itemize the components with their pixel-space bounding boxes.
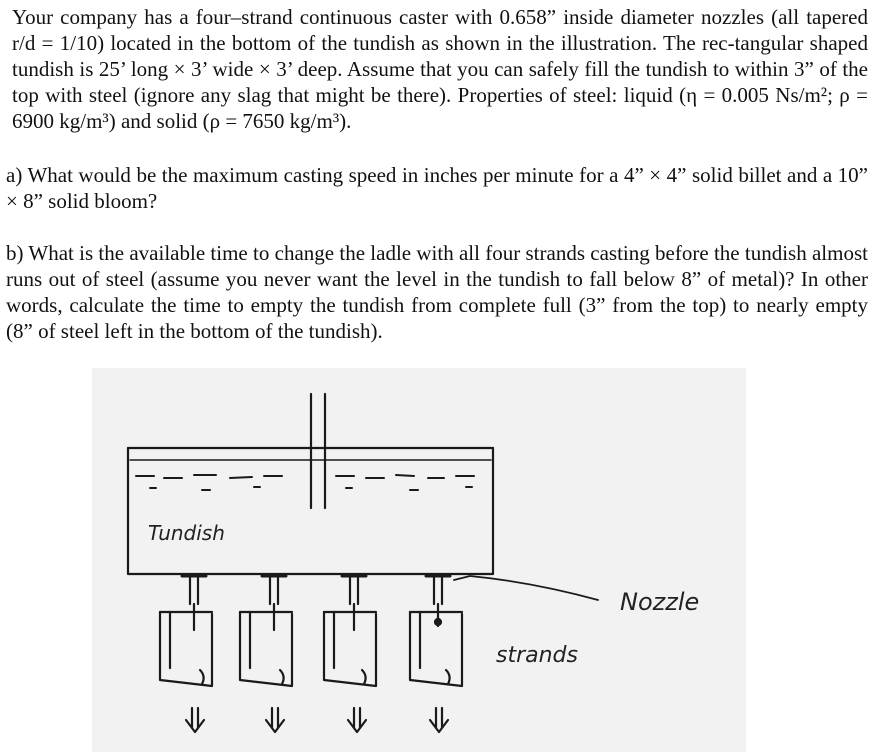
strands-label: strands [496,643,578,668]
strand-2 [240,604,292,686]
strand-4 [410,604,462,686]
casting-direction-arrows [186,708,448,732]
question-part-b: b) What is the available time to change the ladle with all four strands casting before the tundish almost runs out of steel (assume you never want the level in the tundish to fall below 8” of metal)? In other words, calculate the time to empty the tundish from complete full (3” from the top) to nearly empty (8” of steel left in the bottom of the tundish). [6,241,868,343]
nozzle-2 [262,574,286,604]
strand-3 [324,604,376,686]
nozzle-label: Nozzle [620,588,700,616]
steel-level-line [136,475,474,490]
tundish-illustration [92,368,746,752]
nozzle-leader-line [454,576,598,600]
question-part-a: a) What would be the maximum casting speed in inches per minute for a 4” × 4” solid billet and a 10” × 8” solid bloom? [6,163,868,213]
tundish-sketch [92,368,746,752]
problem-statement: Your company has a four–strand continuous caster with 0.658” inside diameter nozzles (all tapered r/d = 1/10) located in the bottom of the tundish as shown in the illustration. The rec-tangular shaped tundish is 25’ long × 3’ wide × 3’ deep. Assume that you can safely fill the tundish to within 3” of the top with steel (ignore any slag that might be there). Properties of steel: liquid (η = 0.005 Ns/m²; ρ = 6900 kg/m³) and solid (ρ = 7650 kg/m³). [12,5,868,133]
nozzle-1 [182,574,206,604]
strand-1 [160,604,212,686]
tundish-label: Tundish [148,521,225,545]
nozzle-3 [342,574,366,604]
